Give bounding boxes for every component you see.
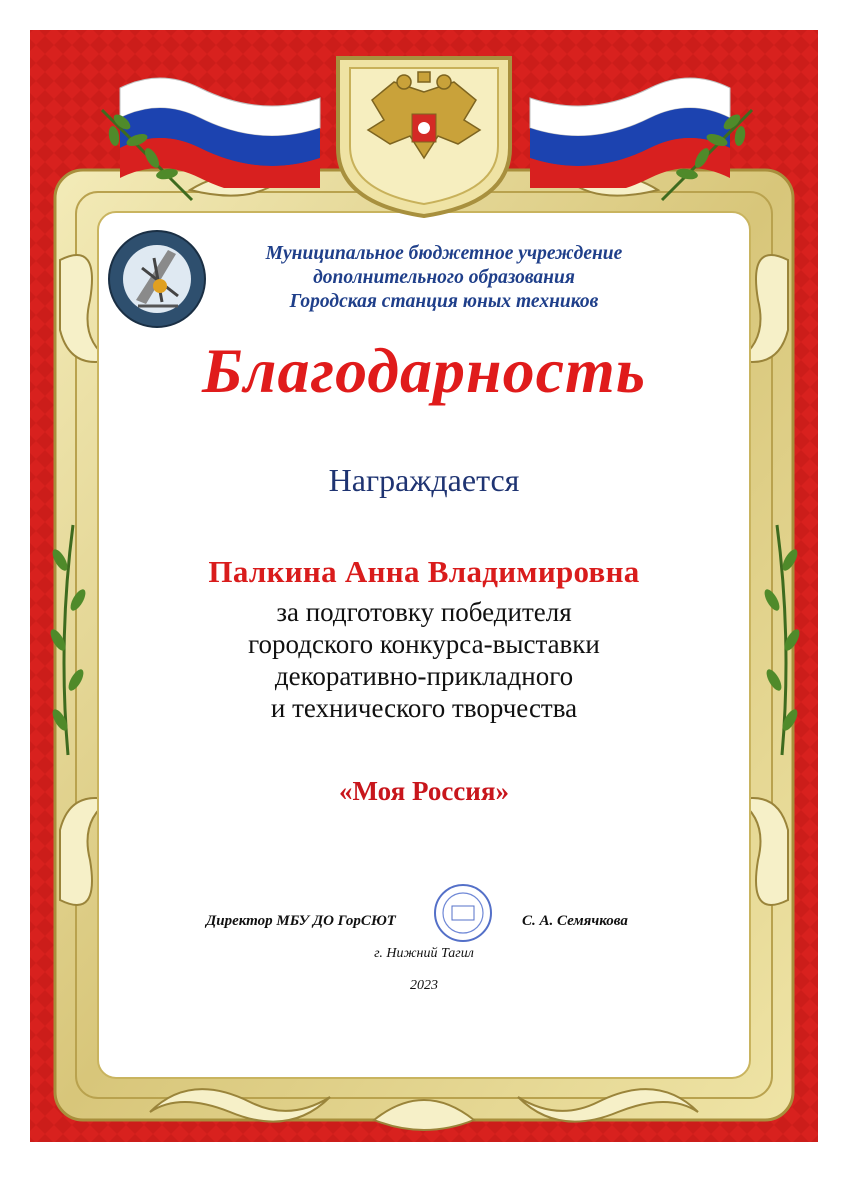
coat-of-arms-icon: [332, 52, 516, 220]
reason-line-3: декоративно-прикладного: [274, 661, 574, 691]
reason-line-1: за подготовку победителя: [276, 597, 572, 627]
signature-name: С. А. Семячкова: [522, 913, 628, 929]
reason-line-2: городского конкурса-выставки: [248, 629, 600, 659]
awarded-label: Награждается: [328, 462, 520, 498]
reason-line-4: и технического творчества: [270, 693, 578, 723]
organization-header: [20, 242, 848, 314]
laurel-branch-icon: [652, 100, 762, 210]
organization-line-2: дополнительного образования: [313, 267, 575, 288]
signature-position: Директор МБУ ДО ГорСЮТ: [206, 913, 396, 929]
year: 2023: [410, 978, 438, 993]
stamp-icon: [432, 882, 494, 944]
organization-line-3: Городская станция юных техников: [289, 291, 599, 312]
laurel-branch-icon: [92, 100, 202, 210]
city: г. Нижний Тагил: [374, 946, 474, 961]
certificate-title: Благодарность: [202, 335, 646, 406]
contest-name: «Моя Россия»: [339, 776, 509, 806]
award-reason: [0, 596, 848, 724]
recipient-name: Палкина Анна Владимировна: [208, 554, 640, 589]
organization-line-1: Муниципальное бюджетное учреждение: [265, 243, 623, 264]
